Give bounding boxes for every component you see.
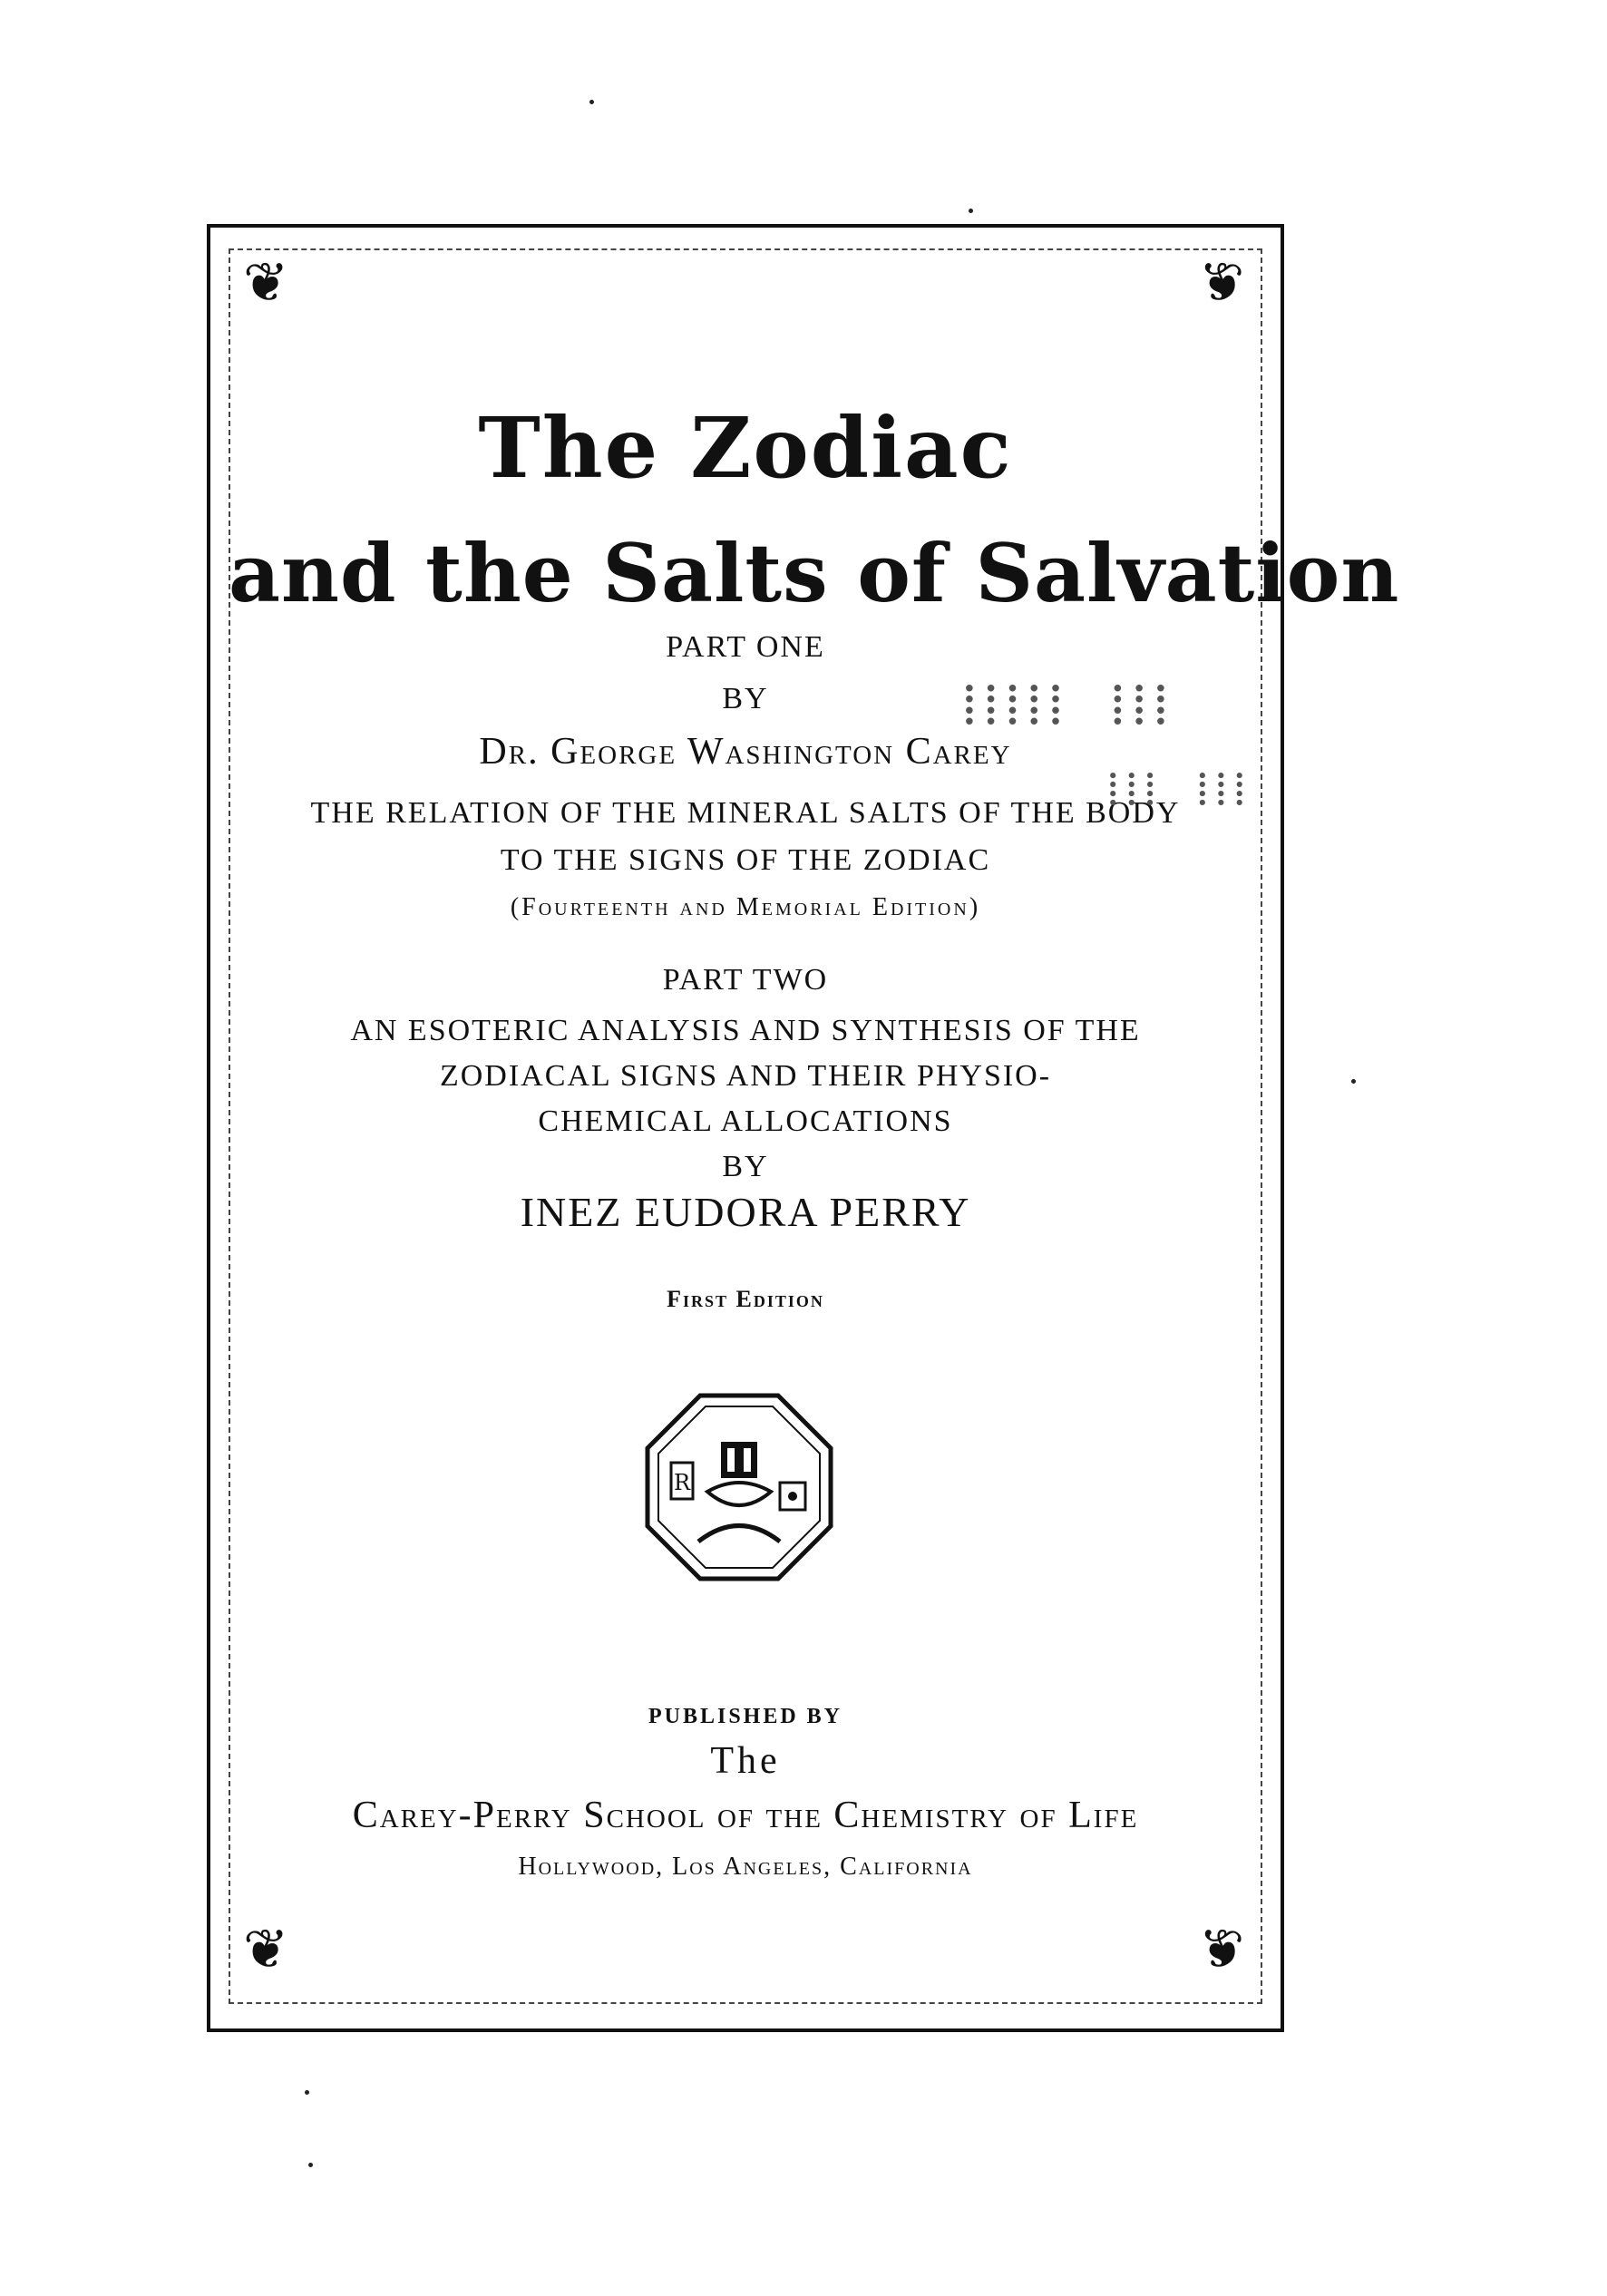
part-two-author: INEZ EUDORA PERRY xyxy=(520,1189,971,1235)
library-stamp-mark: ⁞⁞⁞⁞⁞ ⁞⁞⁞ xyxy=(961,671,1174,738)
part-two-by: BY xyxy=(722,1150,769,1183)
corner-ornament-top-left-icon: ❦ xyxy=(243,253,289,313)
part-one-subtitle-line-2: TO THE SIGNS OF THE ZODIAC xyxy=(500,843,991,877)
scan-speck xyxy=(308,2163,313,2167)
scan-speck xyxy=(1351,1079,1356,1084)
publisher-address: Hollywood, Los Angeles, California xyxy=(518,1853,973,1881)
part-two-subtitle-line-2: ZODIACAL SIGNS AND THEIR PHYSIO- xyxy=(439,1059,1052,1093)
part-two-subtitle-line-3: CHEMICAL ALLOCATIONS xyxy=(538,1104,953,1138)
svg-text:R: R xyxy=(673,1470,691,1495)
part-two-subtitle-line-1: AN ESOTERIC ANALYSIS AND SYNTHESIS OF THE xyxy=(350,1014,1141,1047)
part-one-heading: PART ONE xyxy=(666,630,825,664)
part-one-by: BY xyxy=(722,682,769,715)
publisher-the: The xyxy=(710,1740,781,1782)
corner-ornament-top-right-icon: ❦ xyxy=(1199,253,1245,313)
title-line-1: The Zodiac xyxy=(478,399,1013,497)
scan-speck xyxy=(589,100,594,104)
part-one-edition-note: (Fourteenth and Memorial Edition) xyxy=(510,893,981,921)
part-two-heading: PART TWO xyxy=(662,963,829,997)
publisher-seal-icon xyxy=(644,1392,834,1582)
part-one-subtitle-line-1: THE RELATION OF THE MINERAL SALTS OF THE BODY xyxy=(310,796,1181,830)
publisher-name: Carey-Perry School of the Chemistry of Life xyxy=(352,1795,1139,1836)
corner-ornament-bottom-right-icon: ❦ xyxy=(1199,1920,1245,1980)
scan-speck xyxy=(969,209,973,213)
corner-ornament-bottom-left-icon: ❦ xyxy=(243,1920,289,1980)
title-line-2: and the Salts of Salvation xyxy=(229,526,1400,620)
library-stamp-mark-2: ⁞⁞⁞ ⁞⁞⁞ xyxy=(1106,762,1252,816)
edition-label: First Edition xyxy=(667,1286,824,1312)
published-by-label: PUBLISHED BY xyxy=(648,1705,843,1728)
scan-speck xyxy=(305,2090,309,2095)
part-one-author: Dr. George Washington Carey xyxy=(479,731,1012,773)
